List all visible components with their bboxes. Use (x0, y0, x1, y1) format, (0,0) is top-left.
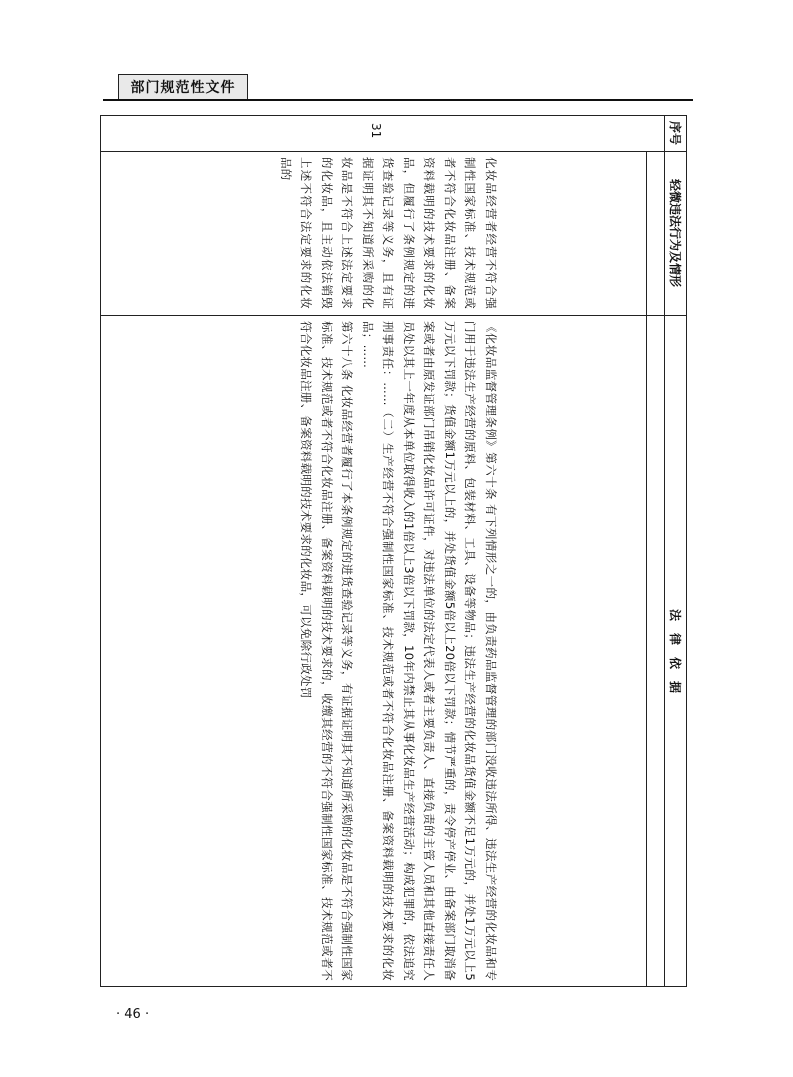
violation-description: 化妆品经营者经营不符合强制性国家标准、技术规范或者不符合化妆品注册、备案资料载明的技术要求的化妆品，但履行了条例规定的进货查验记录等义务，且有证据证明其不知道所采购的化妆品是不符合上述法定要求的化妆品，且主动依法销毁上述不符合法定要求的化妆品的 (279, 157, 498, 309)
header-rule (103, 99, 693, 101)
legal-basis-paragraph-1: 《化妆品监督管理条例》第六十条 有下列情形之一的，由负责药品监督管理的部门没收违法所得、违法生产经营的化妆品和专门用于违法生产经营的原料、包装材料、工具、设备等物品；违法生产经营的化妆品货值金额不足1万元的，并处1万元以上5万元以下罚款；货值金额1万元以上的，并处货值金额5倍以上20倍以下罚款；情节严重的，责令停产停业、由备案部门取消备案或者由原发证部门吊销化妆品许可证件，对违法单位的法定代表人或者主要负责人、直接负责的主管人员和其他直接责任人员处以其上一年度从本单位取得收入的1倍以上3倍以下罚款，10年内禁止其从事化妆品生产经营活动；构成犯罪的，依法追究刑事责任：……（二）生产经营不符合强制性国家标准、技术规范或者不符合化妆品注册、备案资料载明的技术要求的化妆品；…… (361, 321, 498, 981)
column-divider-2 (100, 315, 687, 316)
page-number: · 46 · (116, 1007, 150, 1022)
legal-basis-paragraph-2: 第六十八条 化妆品经营者履行了本条例规定的进货查验记录等义务，有证据证明其不知道所采购的化妆品是不符合强制性国家标准、技术规范或者不符合化妆品注册、备案资料载明的技术要求的，收缴其经营的不符合强制性国家标准、技术规范或者不符合化妆品注册、备案资料载明的技术要求的化妆品，可以免除行政处罚 (299, 321, 355, 981)
column-header-seq: 序号 (665, 115, 687, 152)
column-header-violation: 轻微违法行为及情形 (665, 151, 687, 316)
row-seq-number: 31 (369, 123, 383, 139)
header-row-divider (664, 115, 665, 987)
section-title-badge (118, 74, 248, 100)
column-header-legal-basis: 法 律 依 据 (668, 608, 683, 693)
blank-strip-divider (646, 151, 647, 987)
legal-basis-text (296, 321, 501, 981)
column-divider-1 (100, 151, 687, 152)
rotated-table (100, 115, 687, 987)
section-title: 部门规范性文件 (130, 80, 236, 96)
